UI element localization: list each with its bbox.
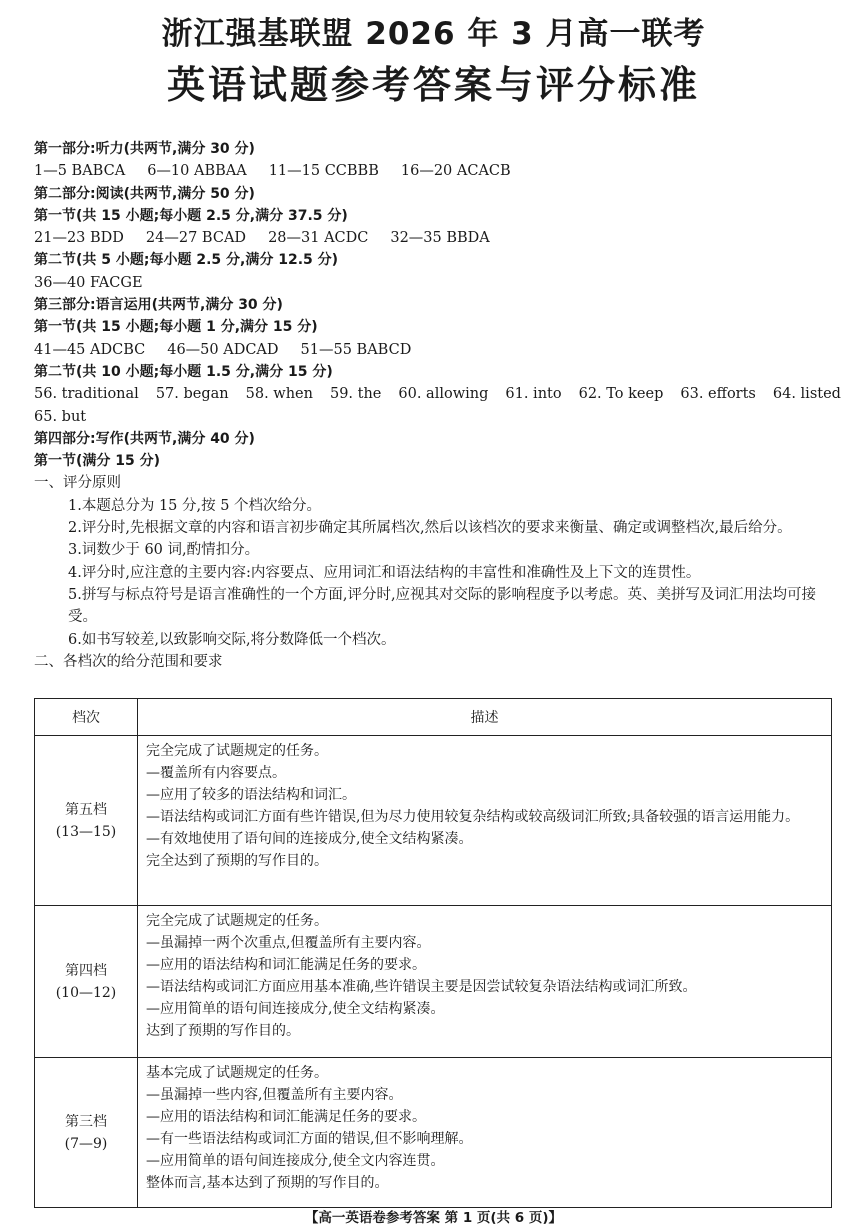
desc-line: —应用简单的语句间连接成分,使全文结构紧凑。	[146, 1001, 445, 1017]
desc-line: —语法结构或词汇方面应用基本准确,些许错误主要是因尝试较复杂语法结构或词汇所致。	[146, 979, 697, 995]
desc-line: —应用了较多的语法结构和词汇。	[146, 787, 356, 803]
level-name: 第五档	[65, 801, 107, 818]
answer-group: 41—45 ADCBC	[34, 341, 146, 358]
table-row	[35, 736, 832, 906]
principle-item: 1.本题总分为 15 分,按 5 个档次给分。	[68, 497, 322, 514]
answer-group: 1—5 BABCA	[34, 163, 126, 180]
desc-line: —虽漏掉一两个次重点,但覆盖所有主要内容。	[146, 935, 431, 951]
grading-table	[34, 698, 832, 1208]
desc-line: —语法结构或词汇方面有些许错误,但为尽力使用较复杂结构或较高级词汇所致;具备较强的语言运用能力。	[146, 809, 800, 825]
desc-line: —虽漏掉一些内容,但覆盖所有主要内容。	[146, 1087, 403, 1103]
ranges-heading: 二、各档次的给分范围和要求	[34, 653, 223, 670]
fill-answer: 57. began	[155, 386, 229, 403]
answer-group: 11—15 CCBBB	[268, 163, 379, 180]
fill-answer: 60. allowing	[398, 386, 489, 403]
fill-answer: 58. when	[245, 386, 313, 403]
desc-line: —应用简单的语句间连接成分,使全文内容连贯。	[146, 1153, 445, 1169]
document-subtitle: 英语试题参考答案与评分标准	[166, 63, 700, 107]
desc-line: 达到了预期的写作目的。	[146, 1023, 300, 1039]
answer-group: 16—20 ACACB	[400, 163, 511, 180]
desc-line: —应用的语法结构和词汇能满足任务的要求。	[146, 1109, 426, 1125]
desc-line: 整体而言,基本达到了预期的写作目的。	[146, 1175, 389, 1191]
level-cell	[35, 736, 138, 906]
principle-text: 2.评分时,先根据文章的内容和语言初步确定其所属档次,然后以该档次的要求来衡量、确定或调整档次,最后给分。	[68, 520, 792, 537]
principle-item: 4.评分时,应注意的主要内容:内容要点、应用词汇和语法结构的丰富性和准确性及上下文的连贯性。	[68, 564, 701, 581]
principle-item: 3.词数少于 60 词,酌情扣分。	[68, 542, 260, 559]
level-name: 第四档	[65, 962, 107, 979]
part2-heading: 第二部分:阅读(共两节,满分 50 分)	[34, 185, 255, 202]
level-range: (7—9)	[64, 1135, 108, 1152]
part4-heading: 第四部分:写作(共两节,满分 40 分)	[34, 430, 255, 447]
desc-line: 完全达到了预期的写作目的。	[146, 853, 328, 869]
fill-answer: 62. To keep	[578, 386, 664, 403]
principle-item	[34, 517, 834, 539]
part3-section1-heading: 第一节(共 15 小题;每小题 1 分,满分 15 分)	[34, 319, 318, 336]
part4-section1-heading: 第一节(满分 15 分)	[34, 453, 161, 470]
level-cell	[35, 1058, 138, 1208]
answer-group: 46—50 ADCAD	[167, 341, 279, 358]
answer-group: 51—55 BABCD	[300, 341, 412, 358]
principle-item: 6.如书写较差,以致影响交际,将分数降低一个档次。	[68, 631, 396, 648]
answer-group: 6—10 ABBAA	[147, 163, 247, 180]
table-row	[35, 906, 832, 1058]
document-title: 浙江强基联盟 2026 年 3 月高一联考	[161, 16, 706, 52]
part1-heading: 第一部分:听力(共两节,满分 30 分)	[34, 141, 255, 157]
description-cell	[138, 906, 832, 1058]
fill-answer: 63. efforts	[680, 386, 756, 403]
answer-group: 28—31 ACDC	[268, 230, 369, 247]
level-name: 第三档	[65, 1113, 107, 1130]
column-header-level: 档次	[35, 699, 138, 736]
level-cell	[35, 906, 138, 1058]
fill-answer: 65. but	[34, 408, 87, 425]
desc-line: —有一些语法结构或词汇方面的错误,但不影响理解。	[146, 1131, 473, 1147]
fill-answer: 59. the	[329, 386, 382, 403]
principle-text: 5.拼写与标点符号是语言准确性的一个方面,评分时,应视其对交际的影响程度予以考虑。英、美拼写及词汇用法均可接受。	[68, 586, 817, 626]
description-cell	[138, 736, 832, 906]
fill-answer: 56. traditional	[34, 386, 139, 403]
desc-line: 完全完成了试题规定的任务。	[146, 913, 328, 929]
description-cell	[138, 1058, 832, 1208]
part2-section2-heading: 第二节(共 5 小题;每小题 2.5 分,满分 12.5 分)	[34, 252, 339, 269]
fill-answer: 64. listed	[772, 386, 841, 403]
principles-heading: 一、评分原则	[34, 475, 121, 492]
part1-answers	[34, 160, 834, 182]
answer-group: 24—27 BCAD	[145, 230, 247, 247]
desc-line: 基本完成了试题规定的任务。	[146, 1065, 328, 1081]
part2-section1-answers	[34, 227, 834, 249]
part2-section2-answers: 36—40 FACGE	[34, 274, 143, 291]
column-header-desc: 描述	[138, 699, 832, 736]
part3-heading: 第三部分:语言运用(共两节,满分 30 分)	[34, 297, 283, 314]
table-row	[35, 1058, 832, 1208]
fill-answer: 61. into	[505, 386, 562, 403]
part2-section1-heading: 第一节(共 15 小题;每小题 2.5 分,满分 37.5 分)	[34, 207, 348, 224]
page-footer: 【高一英语卷参考答案 第 1 页(共 6 页)】	[304, 1210, 563, 1226]
desc-line: —有效地使用了语句间的连接成分,使全文结构紧凑。	[146, 831, 473, 847]
table-header-row	[35, 699, 832, 736]
part3-section2-answers	[34, 383, 841, 405]
answer-content	[34, 138, 841, 673]
part3-section2-heading: 第二节(共 10 小题;每小题 1.5 分,满分 15 分)	[34, 363, 333, 380]
level-range: (10—12)	[55, 984, 117, 1001]
desc-line: 完全完成了试题规定的任务。	[146, 743, 328, 759]
desc-line: —覆盖所有内容要点。	[146, 765, 286, 781]
part3-section1-answers	[34, 339, 834, 361]
answer-group: 21—23 BDD	[34, 230, 124, 247]
answer-group: 32—35 BBDA	[390, 230, 490, 247]
level-range: (13—15)	[55, 823, 117, 840]
principle-item	[34, 584, 834, 629]
desc-line: —应用的语法结构和词汇能满足任务的要求。	[146, 957, 426, 973]
